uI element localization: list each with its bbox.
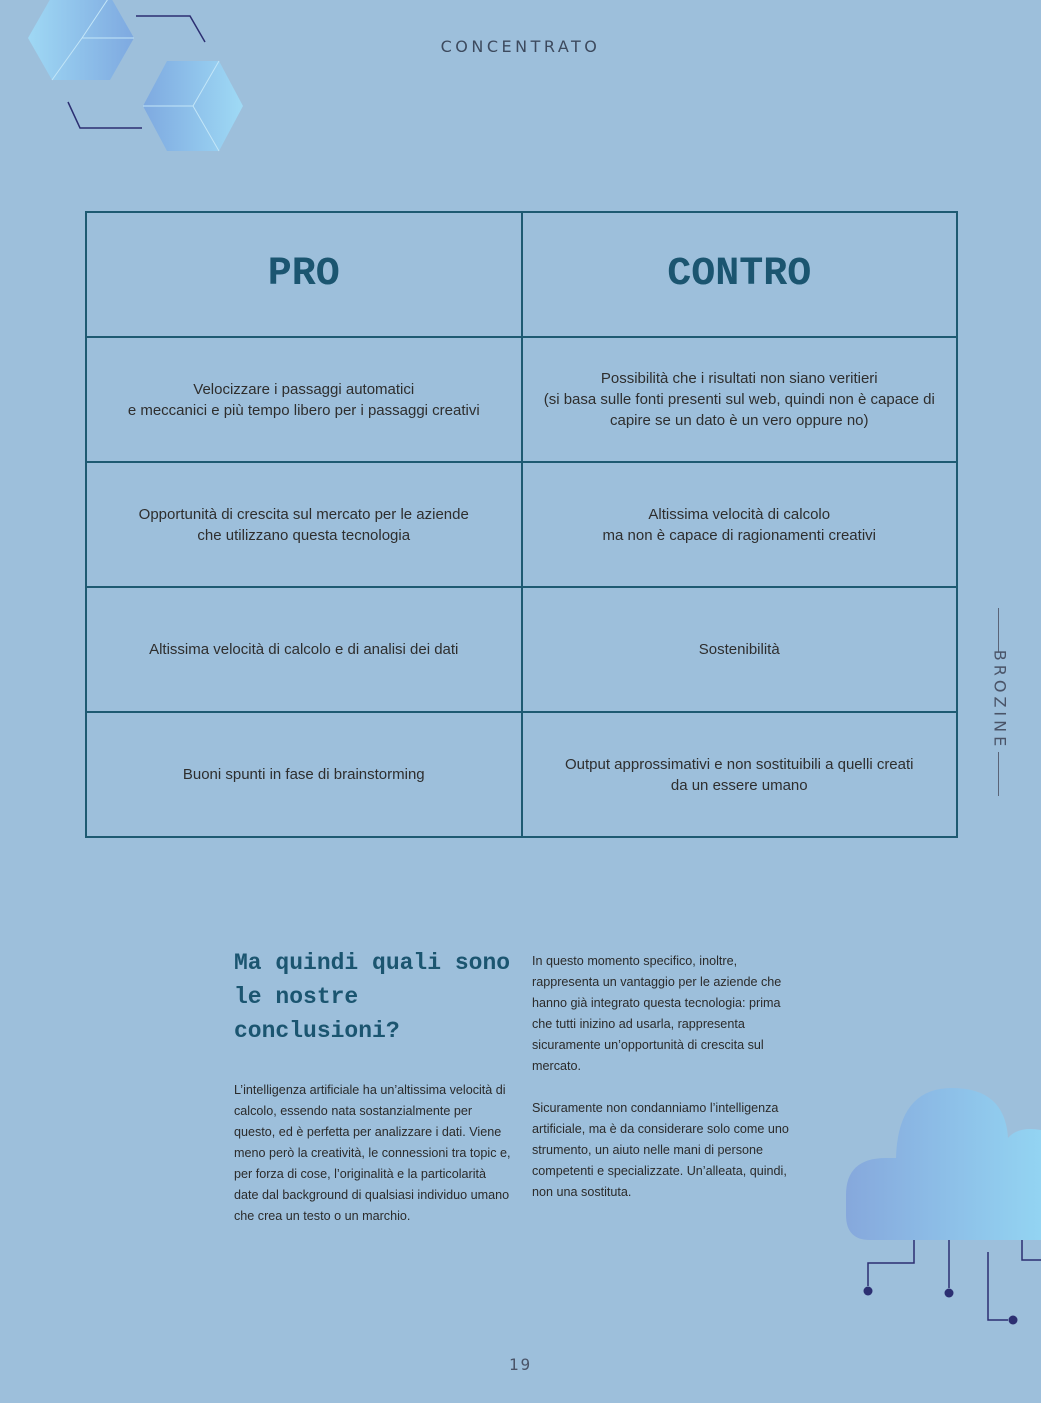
side-divider-bottom	[998, 752, 999, 796]
conclusion-paragraph-3: Sicuramente non condanniamo l’intelligenza artificiale, ma è da considerare solo come uno strumento, un aiuto nelle mani di persone competenti e specializzate. Un’alleata, quindi, non una sostituta.	[532, 1101, 789, 1199]
conclusion-paragraph-1: L’intelligenza artificiale ha un’altissima velocità di calcolo, essendo nata sostanzialmente per questo, ed è perfetta per analizzare i dati. Viene meno però la creatività, le connessioni tra topic e, per forza di cose, l’originalità e la particolarità date dal background di qualsiasi individuo umano che crea un testo o un marchio.	[234, 1083, 511, 1223]
side-label: BROZINE	[990, 649, 1010, 751]
pro-cell	[86, 337, 522, 462]
table-row	[86, 712, 957, 837]
page-number: 19	[508, 1355, 533, 1374]
contro-cell-text: Altissima velocità di calcolo ma non è capace di ragionamenti creativi	[602, 505, 876, 544]
pro-cell-text: Velocizzare i passaggi automatici e meccanici e più tempo libero per i passaggi creativi	[127, 380, 480, 419]
contro-cell-text: Output approssimativi e non sostituibili a quelli creati da un essere umano	[564, 755, 914, 794]
contro-cell	[522, 712, 958, 837]
table-row	[86, 587, 957, 712]
header-title: CONCENTRATO	[440, 37, 601, 56]
contro-cell-text: Possibilità che i risultati non siano veritieri (si basa sulle fonti presenti sul web, quindi non è capace di capire se un dato è un vero oppure no)	[543, 370, 935, 429]
conclusion-heading: Ma quindi quali sono le nostre conclusioni?	[234, 950, 511, 1044]
pro-cell-text: Buoni spunti in fase di brainstorming	[182, 766, 425, 783]
table-header-row	[86, 212, 957, 337]
table-row	[86, 462, 957, 587]
contro-cell-text: Sostenibilità	[698, 641, 780, 658]
conclusion-paragraph-2: In questo momento specifico, inoltre, rappresenta un vantaggio per le aziende che hanno già integrato questa tecnologia: prima che tutti inizino ad usarla, rappresenta sicuramente un’opportunità di crescita sul mercato.	[532, 954, 782, 1073]
contro-cell	[522, 587, 958, 712]
cloud-circuit-decoration-icon	[840, 1080, 1041, 1340]
hexagons-decoration-icon	[0, 0, 260, 165]
pro-cell	[86, 462, 522, 587]
pro-cell-text: Opportunità di crescita sul mercato per le aziende che utilizzano questa tecnologia	[138, 505, 469, 544]
contro-cell	[522, 462, 958, 587]
contro-cell	[522, 337, 958, 462]
pro-cell	[86, 712, 522, 837]
pro-cell	[86, 587, 522, 712]
pro-cell-text: Altissima velocità di calcolo e di analisi dei dati	[149, 641, 459, 658]
pro-contro-table	[85, 211, 958, 838]
table-row	[86, 337, 957, 462]
side-divider-top	[998, 608, 999, 652]
pro-header: PRO	[86, 212, 522, 337]
contro-header: CONTRO	[522, 212, 958, 337]
